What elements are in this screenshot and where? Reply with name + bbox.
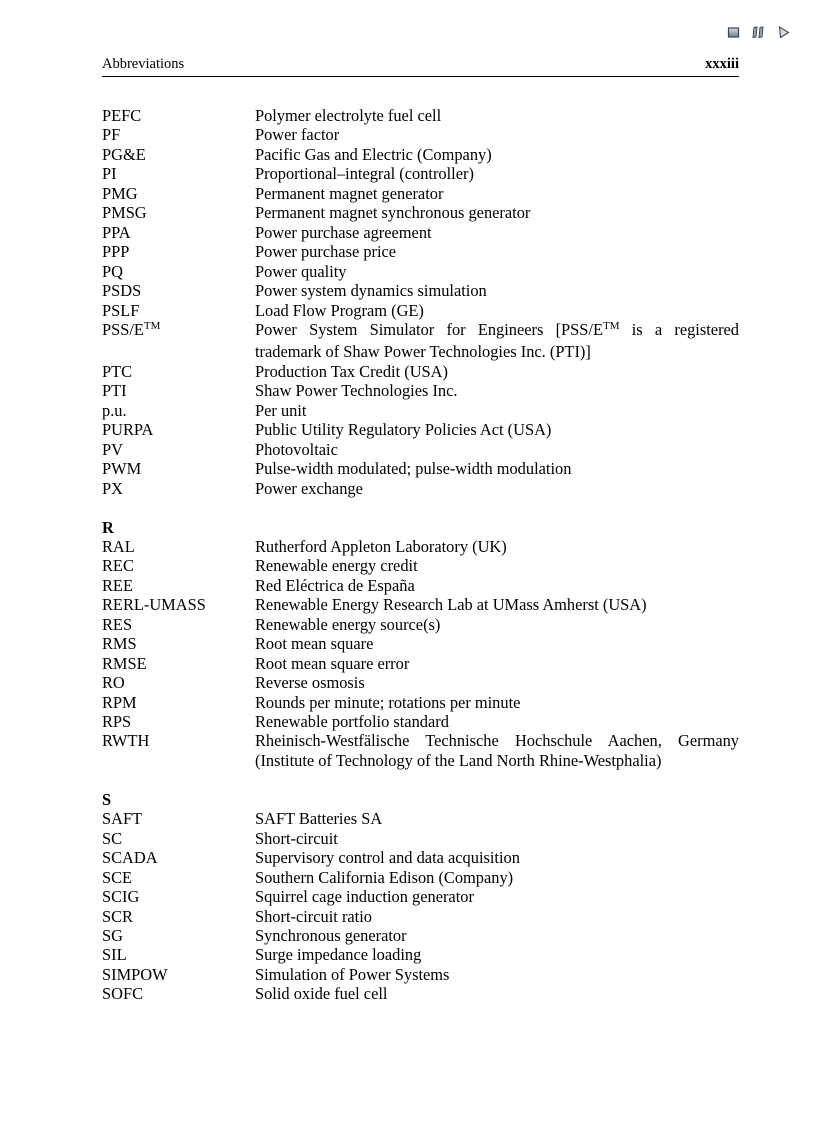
abbreviation-entry	[102, 829, 739, 848]
abbreviation-definition: Short-circuit ratio	[255, 906, 372, 926]
abbreviation-term: PSDS	[102, 281, 142, 301]
abbreviation-definition: Load Flow Program (GE)	[255, 300, 424, 320]
abbreviation-definition: Solid oxide fuel cell	[255, 984, 388, 1004]
abbreviation-entry	[102, 693, 739, 712]
abbreviation-entry	[102, 809, 739, 828]
abbreviation-entry	[102, 362, 739, 381]
section-letter-s: S	[102, 789, 112, 809]
trademark-sup: TM	[143, 319, 161, 332]
abbreviation-entry	[102, 984, 739, 1003]
abbreviation-term: REC	[102, 556, 134, 576]
abbreviation-definition: Pacific Gas and Electric (Company)	[255, 144, 492, 164]
group-s	[102, 809, 739, 1004]
abbreviation-definition: Rutherford Appleton Laboratory (UK)	[255, 536, 507, 556]
abbreviation-definition: Southern California Edison (Company)	[255, 867, 514, 887]
abbreviation-definition: Photovoltaic	[255, 439, 338, 459]
abbreviation-definition: Power exchange	[255, 478, 363, 498]
abbreviation-term: RPS	[102, 712, 132, 732]
abbreviation-term: SG	[102, 926, 123, 945]
abbreviation-term: REE	[102, 575, 133, 595]
abbreviation-entry	[102, 459, 739, 478]
section-letter-r: R	[102, 517, 114, 537]
abbreviation-term: SCIG	[102, 887, 140, 907]
play-icon	[776, 24, 792, 40]
abbreviation-definition: Permanent magnet generator	[255, 183, 444, 203]
abbreviation-entry	[102, 868, 739, 887]
abbreviation-entry	[102, 125, 739, 144]
abbreviation-entry	[102, 164, 739, 183]
section-gap	[102, 770, 739, 789]
abbreviation-definition: Renewable Energy Research Lab at UMass Amherst (USA)	[255, 595, 647, 615]
abbreviation-term: RMSE	[102, 653, 147, 673]
abbreviation-definition: Root mean square error	[255, 653, 410, 673]
abbreviation-term	[102, 320, 255, 362]
abbreviation-term: PQ	[102, 261, 123, 281]
abbreviation-entry	[102, 242, 739, 261]
page-number: xxxiii	[705, 56, 739, 72]
abbreviation-entry	[102, 262, 739, 281]
trademark-sup: TM	[602, 319, 620, 332]
section-gap	[102, 498, 739, 517]
abbreviation-term: PWM	[102, 459, 142, 479]
abbreviation-term: RO	[102, 673, 125, 693]
abbreviation-term: RAL	[102, 536, 135, 556]
abbreviation-definition: Reverse osmosis	[255, 673, 365, 693]
abbreviation-definition: Simulation of Power Systems	[255, 964, 450, 984]
stop-icon	[726, 24, 742, 40]
stop-button[interactable]	[726, 24, 742, 40]
abbreviation-term: SC	[102, 828, 123, 848]
pause-icon	[750, 24, 766, 40]
definition-text-pre: Power System Simulator for Engineers [PSS/E	[255, 319, 603, 339]
abbreviation-entry	[102, 381, 739, 400]
abbreviation-definition: Surge impedance loading	[255, 945, 422, 965]
abbreviation-entry	[102, 965, 739, 984]
abbreviation-definition: Renewable energy source(s)	[255, 614, 441, 634]
abbreviation-entry	[102, 203, 739, 222]
abbreviation-entry	[102, 595, 739, 614]
abbreviation-entry	[102, 106, 739, 125]
abbreviation-definition: Power quality	[255, 261, 347, 281]
abbreviation-definition: Rheinisch-Westfälische Technische Hochschule Aachen, Germany (Institute of Technology of the Land North Rhine-Westphalia)	[255, 731, 739, 770]
abbreviation-term: PTC	[102, 361, 133, 381]
running-head	[102, 56, 739, 77]
abbreviation-text: PSS/E	[102, 319, 144, 339]
abbreviation-definition: Synchronous generator	[255, 926, 407, 945]
abbreviation-definition: Renewable energy credit	[255, 556, 418, 576]
abbreviation-entry	[102, 145, 739, 164]
abbreviation-entry	[102, 184, 739, 203]
abbreviation-term: SIL	[102, 945, 127, 965]
abbreviation-term: PEFC	[102, 106, 142, 125]
abbreviation-definition: Renewable portfolio standard	[255, 712, 449, 732]
abbreviation-definition: Power system dynamics simulation	[255, 281, 487, 301]
abbreviation-entry	[102, 887, 739, 906]
abbreviation-term: SAFT	[102, 809, 143, 829]
running-head-title: Abbreviations	[102, 56, 185, 72]
abbreviation-term: RERL-UMASS	[102, 595, 206, 615]
abbreviation-term: RMS	[102, 634, 137, 654]
abbreviation-entry	[102, 654, 739, 673]
abbreviation-term: SCADA	[102, 848, 158, 868]
abbreviation-entry	[102, 320, 739, 362]
group-r	[102, 537, 739, 770]
abbreviation-term: SIMPOW	[102, 964, 168, 984]
abbreviation-definition: Per unit	[255, 400, 307, 420]
abbreviation-term: RPM	[102, 692, 137, 712]
abbreviation-term: PMSG	[102, 203, 147, 223]
abbreviation-term: PTI	[102, 381, 127, 401]
play-button[interactable]	[776, 24, 792, 40]
abbreviation-entry	[102, 926, 739, 945]
abbreviation-term: PI	[102, 164, 117, 184]
abbreviation-entry	[102, 223, 739, 242]
abbreviation-entry	[102, 712, 739, 731]
abbreviation-term: SOFC	[102, 984, 144, 1004]
abbreviation-definition: Production Tax Credit (USA)	[255, 361, 448, 381]
abbreviation-term: PMG	[102, 183, 138, 203]
abbreviation-definition	[255, 320, 739, 362]
abbreviation-term: SCE	[102, 867, 133, 887]
playback-controls	[726, 24, 796, 40]
abbreviation-definition: Red Eléctrica de España	[255, 575, 415, 595]
abbreviation-definition: Short-circuit	[255, 828, 338, 848]
abbreviation-definition: Shaw Power Technologies Inc.	[255, 381, 458, 401]
abbreviation-term: PX	[102, 478, 123, 498]
abbreviation-definition: Power purchase price	[255, 242, 397, 262]
abbreviation-term: PPP	[102, 242, 130, 262]
abbreviation-entry	[102, 420, 739, 439]
abbreviation-definition: Power purchase agreement	[255, 222, 432, 242]
abbreviation-entry	[102, 556, 739, 575]
abbreviation-entry	[102, 945, 739, 964]
abbreviation-definition: Pulse-width modulated; pulse-width modulation	[255, 459, 572, 479]
abbreviation-term: p.u.	[102, 400, 127, 420]
abbreviation-definition: Permanent magnet synchronous generator	[255, 203, 531, 223]
abbreviation-term: RES	[102, 614, 133, 634]
definition-text-post: is a registered trademark of Shaw Power Technologies Inc. (PTI)]	[255, 319, 740, 362]
group-p	[102, 106, 739, 320]
abbreviation-definition: Root mean square	[255, 634, 374, 654]
abbreviation-definition: Squirrel cage induction generator	[255, 887, 474, 907]
abbreviation-entry	[102, 440, 739, 459]
abbreviation-entry	[102, 615, 739, 634]
abbreviation-term: PSLF	[102, 300, 140, 320]
abbreviation-term: PPA	[102, 222, 131, 242]
abbreviation-term: PG&E	[102, 144, 146, 164]
abbreviation-term: PV	[102, 439, 123, 459]
abbreviation-definition: Polymer electrolyte fuel cell	[255, 106, 442, 125]
abbreviation-term: PURPA	[102, 420, 154, 440]
abbreviation-entry	[102, 731, 739, 770]
abbreviation-definition: Supervisory control and data acquisition	[255, 848, 520, 868]
abbreviation-definition: SAFT Batteries SA	[255, 809, 383, 829]
abbreviation-entry	[102, 281, 739, 300]
abbreviation-term: PF	[102, 125, 121, 145]
abbreviation-entry	[102, 907, 739, 926]
abbreviation-definition: Proportional–integral (controller)	[255, 164, 474, 184]
abbreviation-entry	[102, 301, 739, 320]
abbreviation-entry	[102, 479, 739, 498]
abbreviation-entry	[102, 673, 739, 692]
abbreviation-entry	[102, 848, 739, 867]
abbreviation-definition: Public Utility Regulatory Policies Act (USA)	[255, 420, 552, 440]
abbreviation-entry	[102, 401, 739, 420]
abbreviation-term: RWTH	[102, 731, 150, 751]
abbreviation-entry	[102, 537, 739, 556]
abbreviation-term: SCR	[102, 906, 133, 926]
pause-button[interactable]	[750, 24, 766, 40]
group-p2	[102, 362, 739, 498]
abbreviation-definition: Rounds per minute; rotations per minute	[255, 692, 521, 712]
abbreviation-definition: Power factor	[255, 125, 340, 145]
abbreviation-entry	[102, 576, 739, 595]
abbreviation-entry	[102, 634, 739, 653]
abbreviation-list	[102, 106, 739, 1004]
